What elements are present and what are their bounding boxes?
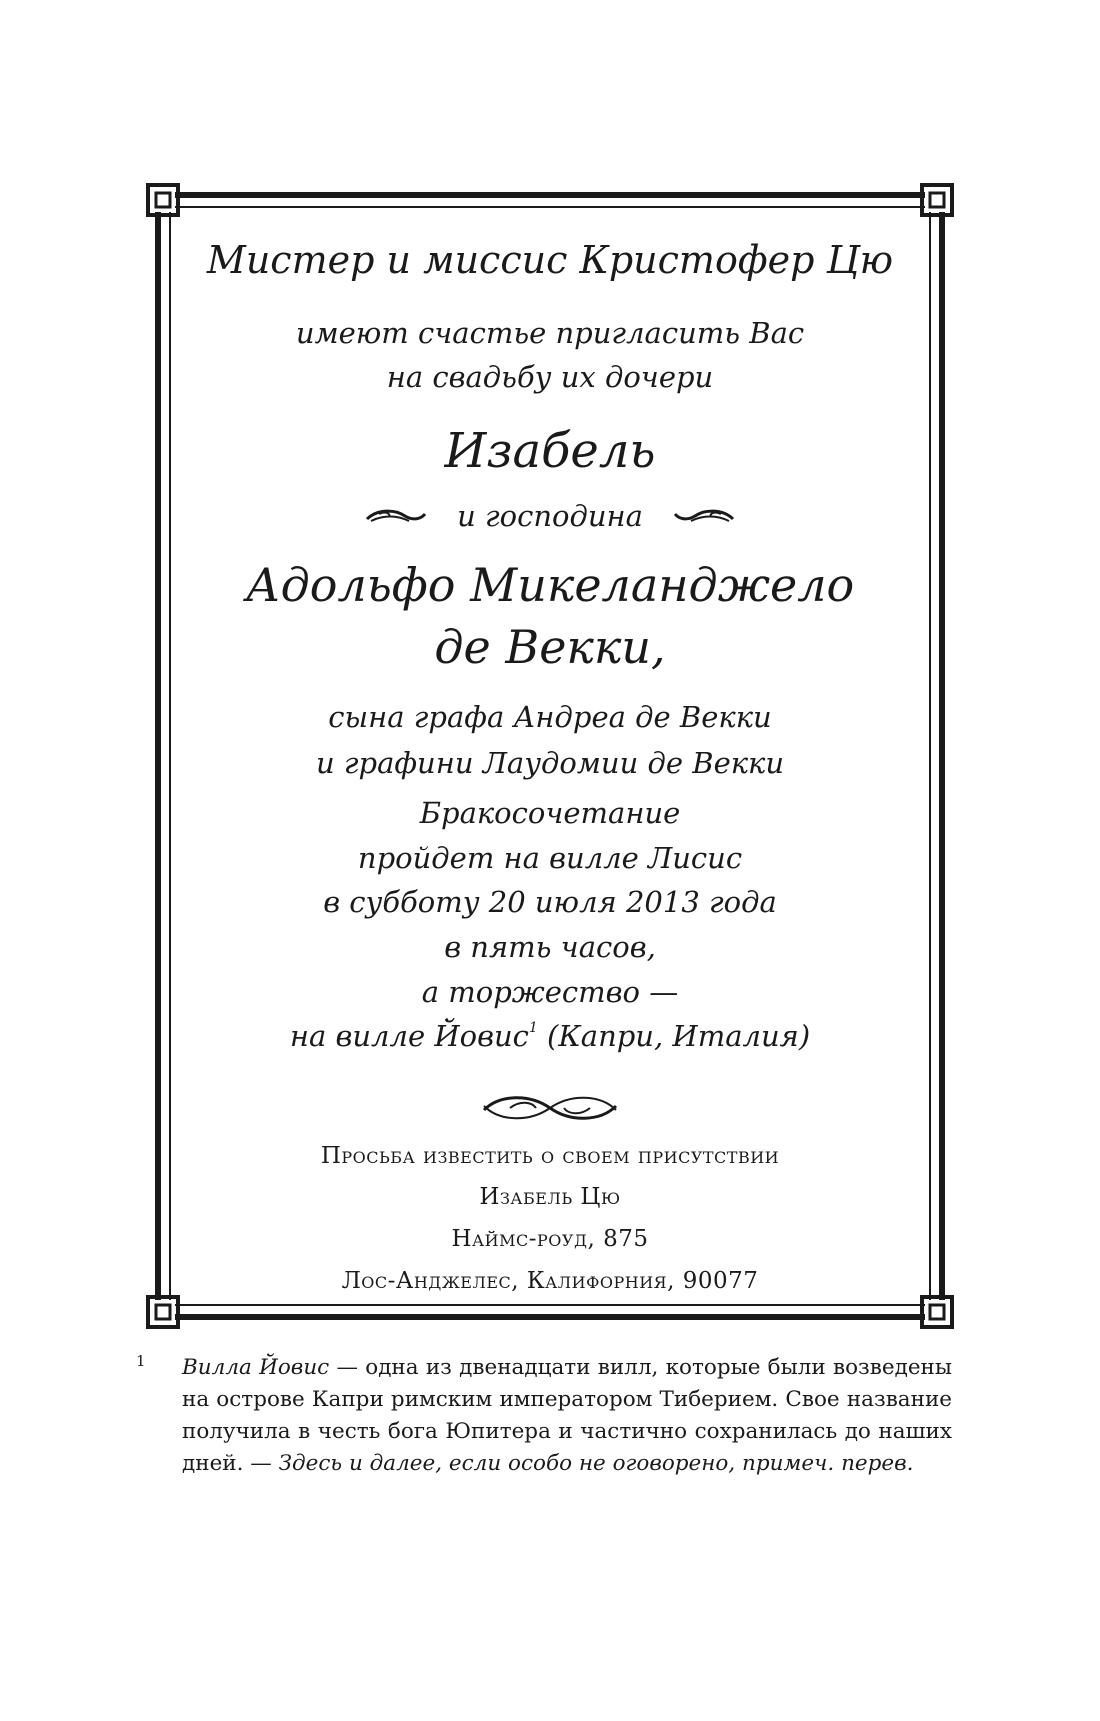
footnote-note: Здесь и далее, если особо не оговорено, примеч. перев. xyxy=(278,1451,914,1476)
invite-line-1: имеют счастье пригласить Вас xyxy=(295,316,805,350)
corner-ornament-bottom-left xyxy=(148,1297,178,1327)
and-row xyxy=(185,496,915,536)
bride-name: Изабель xyxy=(444,423,656,479)
footnote-text xyxy=(182,1352,952,1480)
rsvp-line-4: Лос-Анджелес, Калифорния, 90077 xyxy=(341,1268,759,1294)
rsvp-line-2: Изабель Цю xyxy=(479,1184,621,1210)
invite-line-2: на свадьбу их дочери xyxy=(386,360,714,394)
event-line-6-b: (Капри, Италия) xyxy=(537,1019,811,1053)
event-line-4: в пять часов, xyxy=(444,930,656,964)
corner-ornament-top-right xyxy=(922,185,952,215)
event-line-3: в субботу 20 июля 2013 года xyxy=(323,885,777,919)
flourish-left-icon xyxy=(365,505,427,527)
event-line-2: пройдет на вилле Лисис xyxy=(357,841,743,875)
son-line-1: сына графа Андреа де Векки xyxy=(328,700,772,734)
event-line-5: а торжество — xyxy=(421,975,679,1009)
footnote-body: — одна из двенадцати вилл, которые были возведены на острове Капри римским императором Тиберием. Свое название получила в честь бога Юпитера и частично сохранилась до наших дней. — xyxy=(182,1355,952,1476)
corner-ornament-bottom-right xyxy=(922,1297,952,1327)
son-line-2: и графини Лаудомии де Векки xyxy=(315,746,785,780)
rsvp-line-3: Наймс-роуд, 875 xyxy=(451,1226,649,1252)
event-line-1: Бракосочетание xyxy=(419,796,681,830)
groom-name-line-1: Адольфо Микеланджело xyxy=(245,558,855,612)
rsvp-line-1: Просьба известить о своем присутствии xyxy=(320,1143,780,1169)
flourish-right-icon xyxy=(673,505,735,527)
event-line-6 xyxy=(185,1019,915,1053)
corner-ornament-top-left xyxy=(148,185,178,215)
and-mister-text: и господина xyxy=(457,499,643,533)
footnote-marker: 1 xyxy=(136,1352,146,1370)
flourish-center-icon xyxy=(480,1088,620,1128)
event-line-6-a: на вилле Йовис xyxy=(289,1019,529,1053)
host-line: Мистер и миссис Кристофер Цю xyxy=(206,238,894,282)
footnote-term: Вилла Йовис xyxy=(182,1355,330,1380)
footnote-ref: 1 xyxy=(528,1020,538,1036)
invitation-card xyxy=(185,238,915,1328)
groom-name-line-2: де Векки, xyxy=(434,620,666,674)
